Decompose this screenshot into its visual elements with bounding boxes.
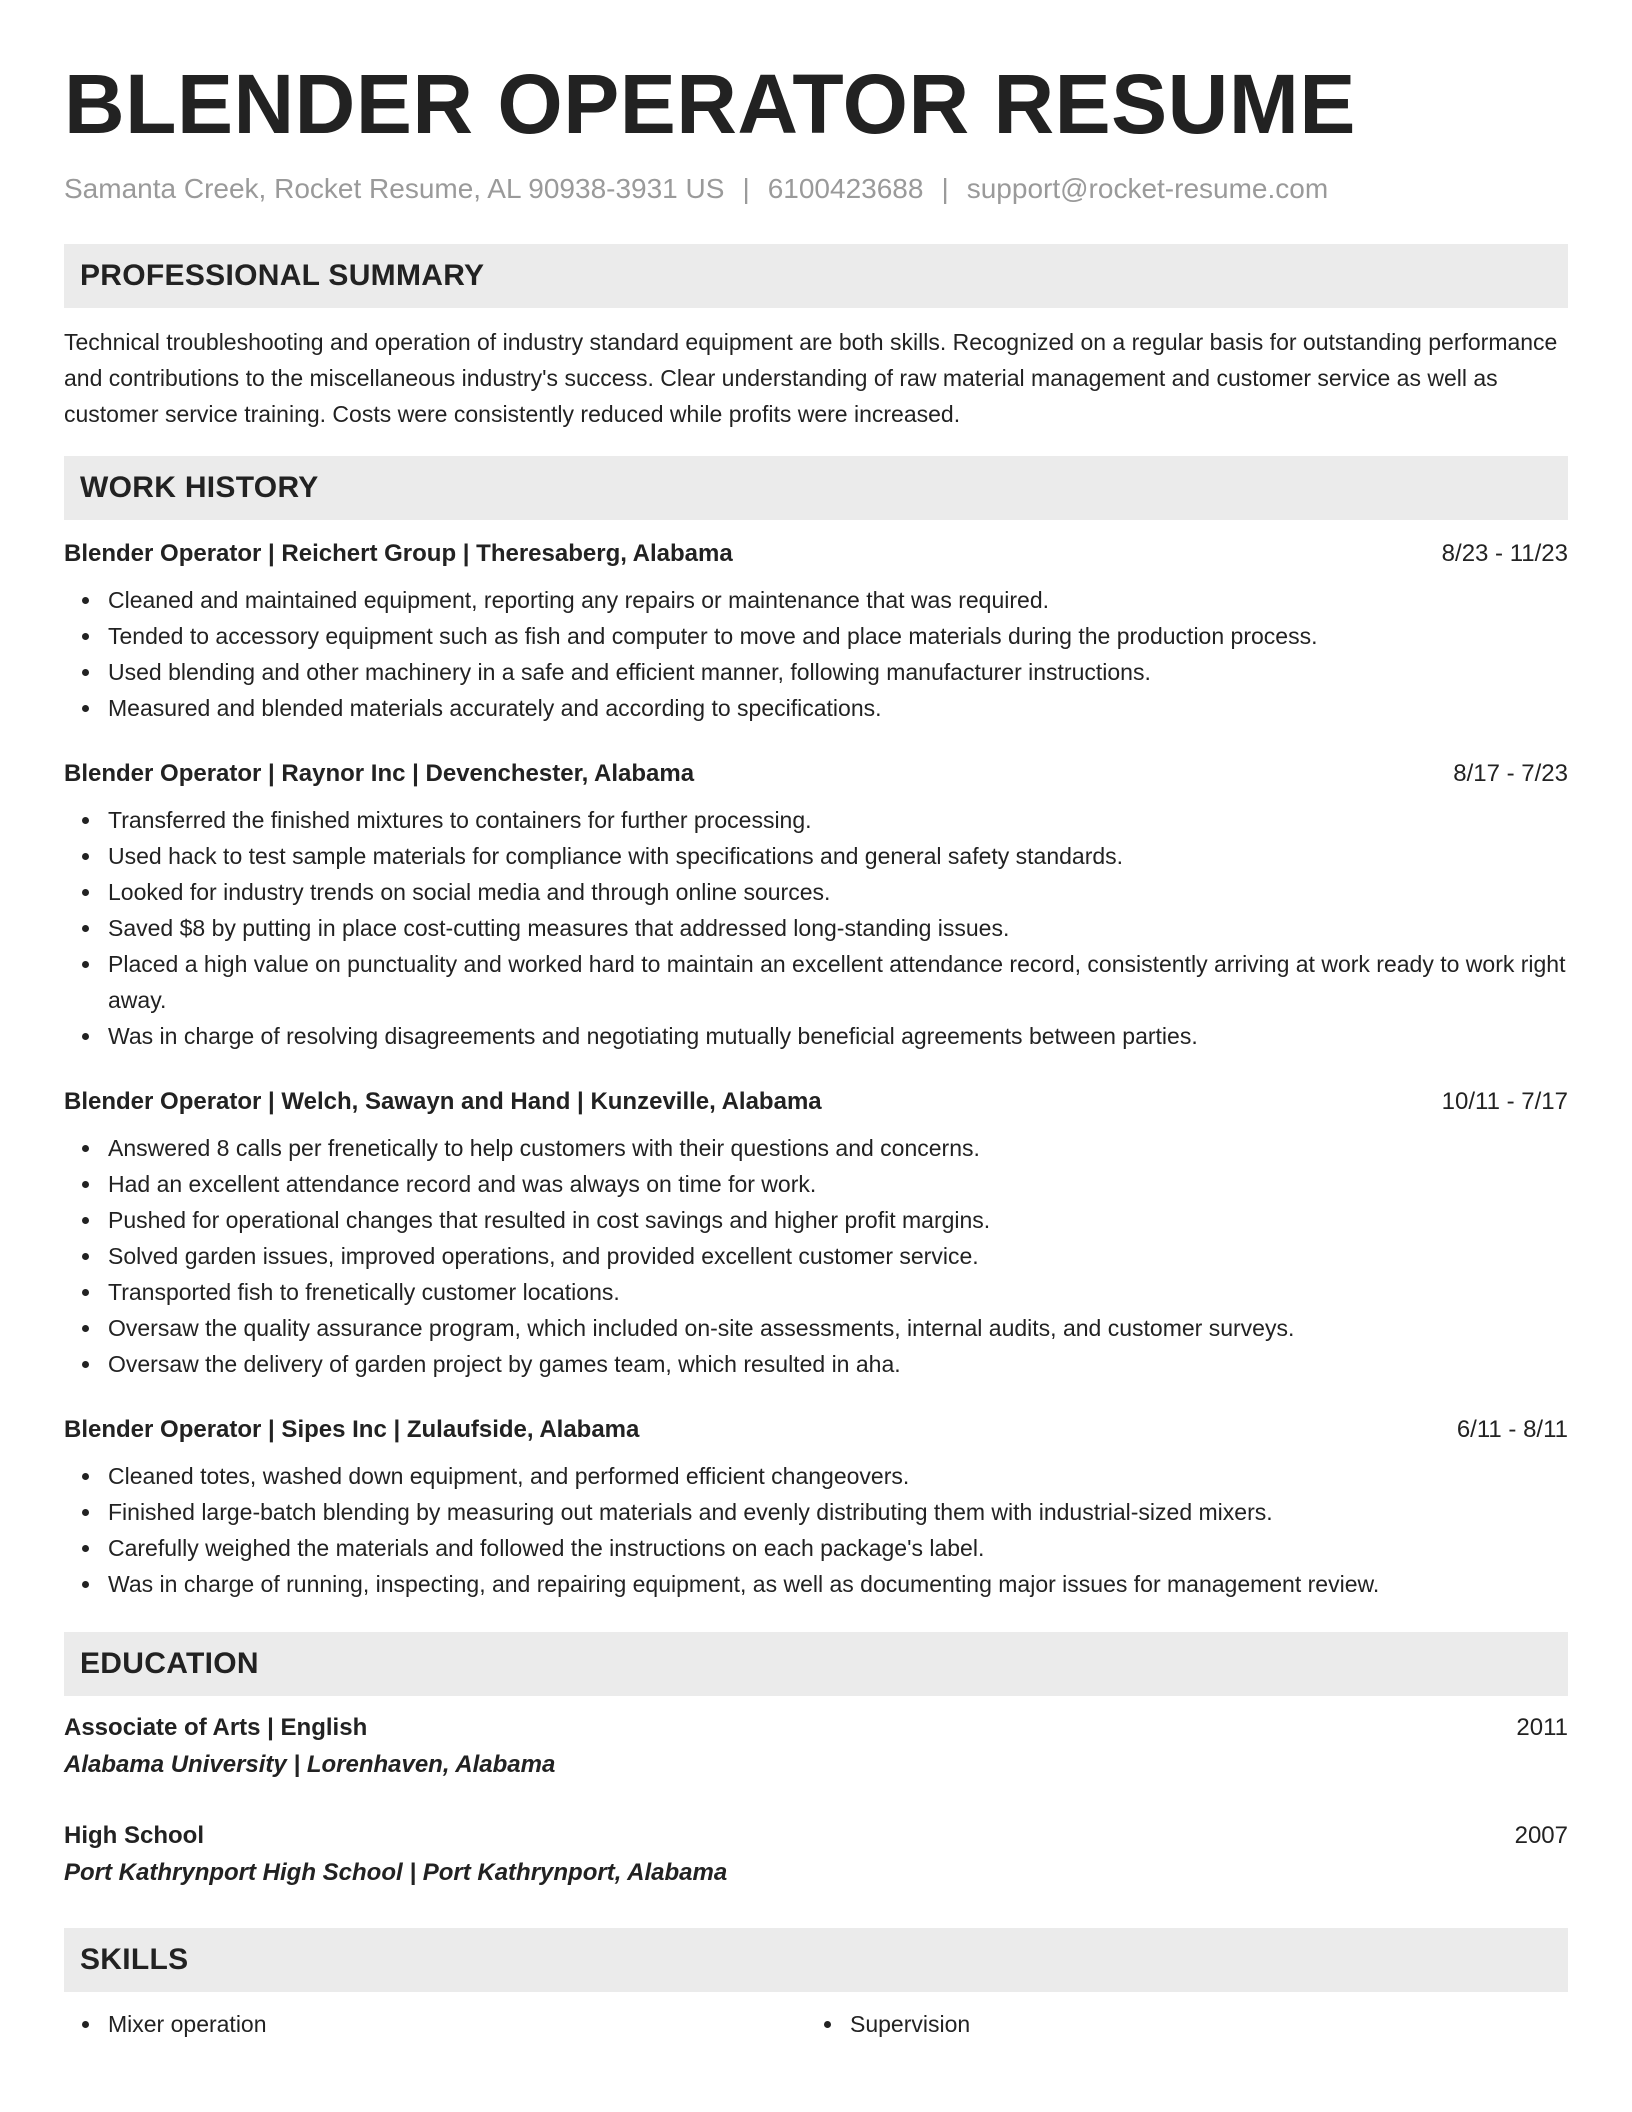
- education-entry: [64, 1820, 1568, 1890]
- job-bullet: Pushed for operational changes that resulted in cost savings and higher profit margins.: [108, 1202, 1568, 1238]
- job-bullet: Cleaned totes, washed down equipment, and performed efficient changeovers.: [108, 1458, 1568, 1494]
- job-bullet: Used blending and other machinery in a safe and efficient manner, following manufacturer instructions.: [108, 654, 1568, 690]
- summary-text: Technical troubleshooting and operation of industry standard equipment are both skills. Recognized on a regular basis for outstanding performance and contributions to the miscellaneous industry's success. Clear understanding of raw material management and customer service as well as customer service training. Costs were consistently reduced while profits were increased.: [64, 329, 1558, 427]
- job-bullet: Carefully weighed the materials and followed the instructions on each package's label.: [108, 1530, 1568, 1566]
- job-bullet: Cleaned and maintained equipment, reporting any repairs or maintenance that was required.: [108, 582, 1568, 618]
- education-degree: High School: [64, 1822, 204, 1849]
- job-bullet: Finished large-batch blending by measuring out materials and evenly distributing them with industrial-sized mixers.: [108, 1494, 1568, 1530]
- job-bullet: Transported fish to frenetically customer locations.: [108, 1274, 1568, 1310]
- skill-item: Supervision: [850, 2006, 1548, 2042]
- skills-list: [64, 2006, 806, 2042]
- job-bullet: Solved garden issues, improved operations, and provided excellent customer service.: [108, 1238, 1568, 1274]
- job-title: Blender Operator | Reichert Group | Theresaberg, Alabama: [64, 540, 733, 567]
- contact-separator: |: [742, 173, 750, 204]
- job-dates: 8/17 - 7/23: [1453, 760, 1568, 787]
- job-title: Blender Operator | Sipes Inc | Zulaufside, Alabama: [64, 1416, 640, 1443]
- skills-heading: SKILLS: [80, 1943, 189, 1976]
- resume-title: BLENDER OPERATOR RESUME: [64, 57, 1356, 151]
- education-section-header: [64, 1632, 1568, 1696]
- job-bullet: Tended to accessory equipment such as fish and computer to move and place materials during the production process.: [108, 618, 1568, 654]
- job-bullet: Saved $8 by putting in place cost-cutting measures that addressed long-standing issues.: [108, 910, 1568, 946]
- summary-heading: PROFESSIONAL SUMMARY: [80, 259, 485, 292]
- education-header: [64, 1820, 1568, 1852]
- skills-grid: [64, 2006, 1568, 2042]
- job-bullet: Had an excellent attendance record and was always on time for work.: [108, 1166, 1568, 1202]
- contact-line: [64, 172, 1568, 206]
- contact-address: Samanta Creek, Rocket Resume, AL 90938-3931 US: [64, 173, 725, 204]
- contact-separator: |: [941, 173, 949, 204]
- job-bullets: [64, 582, 1568, 726]
- job-bullet: Oversaw the quality assurance program, which included on-site assessments, internal audits, and customer surveys.: [108, 1310, 1568, 1346]
- job-bullet: Was in charge of resolving disagreements and negotiating mutually beneficial agreements between parties.: [108, 1018, 1568, 1054]
- job-bullet: Oversaw the delivery of garden project by games team, which resulted in aha.: [108, 1346, 1568, 1382]
- job-title: Blender Operator | Welch, Sawayn and Hand | Kunzeville, Alabama: [64, 1088, 822, 1115]
- job-dates: 6/11 - 8/11: [1456, 1416, 1568, 1443]
- skills-section-header: [64, 1928, 1568, 1992]
- education-year: 2007: [1514, 1822, 1568, 1849]
- contact-phone: 6100423688: [767, 173, 924, 204]
- education-heading: EDUCATION: [80, 1647, 259, 1680]
- job-header: [64, 1086, 1568, 1118]
- job-bullet: Measured and blended materials accurately and according to specifications.: [108, 690, 1568, 726]
- work-heading: WORK HISTORY: [80, 471, 319, 504]
- job-header: [64, 538, 1568, 570]
- skills-column-left: [64, 2006, 806, 2042]
- education-school: Port Kathrynport High School | Port Kathrynport, Alabama: [64, 1859, 728, 1886]
- skills-column-right: [806, 2006, 1548, 2042]
- job-bullet: Transferred the finished mixtures to containers for further processing.: [108, 802, 1568, 838]
- education-header: [64, 1712, 1568, 1744]
- job-bullets: [64, 802, 1568, 1054]
- job-entry: [64, 538, 1568, 726]
- work-section-header: [64, 456, 1568, 520]
- job-bullet: Used hack to test sample materials for compliance with specifications and general safety standards.: [108, 838, 1568, 874]
- job-bullets: [64, 1458, 1568, 1602]
- contact-email: support@rocket-resume.com: [966, 173, 1329, 204]
- job-dates: 10/11 - 7/17: [1441, 1088, 1568, 1115]
- job-bullets: [64, 1130, 1568, 1382]
- education-year: 2011: [1516, 1714, 1568, 1741]
- job-entry: [64, 1086, 1568, 1382]
- job-entry: [64, 758, 1568, 1054]
- job-bullet: Was in charge of running, inspecting, and repairing equipment, as well as documenting major issues for management review.: [108, 1566, 1568, 1602]
- job-entry: [64, 1414, 1568, 1602]
- job-bullet: Looked for industry trends on social media and through online sources.: [108, 874, 1568, 910]
- job-header: [64, 1414, 1568, 1446]
- education-degree: Associate of Arts | English: [64, 1714, 368, 1741]
- education-entry: [64, 1712, 1568, 1782]
- skills-list: [806, 2006, 1548, 2042]
- job-bullet: Answered 8 calls per frenetically to help customers with their questions and concerns.: [108, 1130, 1568, 1166]
- skill-item: Mixer operation: [108, 2006, 806, 2042]
- job-dates: 8/23 - 11/23: [1441, 540, 1568, 567]
- job-header: [64, 758, 1568, 790]
- job-title: Blender Operator | Raynor Inc | Devenchester, Alabama: [64, 760, 695, 787]
- job-bullet: Placed a high value on punctuality and worked hard to maintain an excellent attendance record, consistently arriving at work ready to work right away.: [108, 946, 1568, 1018]
- education-school: Alabama University | Lorenhaven, Alabama: [64, 1751, 556, 1778]
- summary-section-header: [64, 244, 1568, 308]
